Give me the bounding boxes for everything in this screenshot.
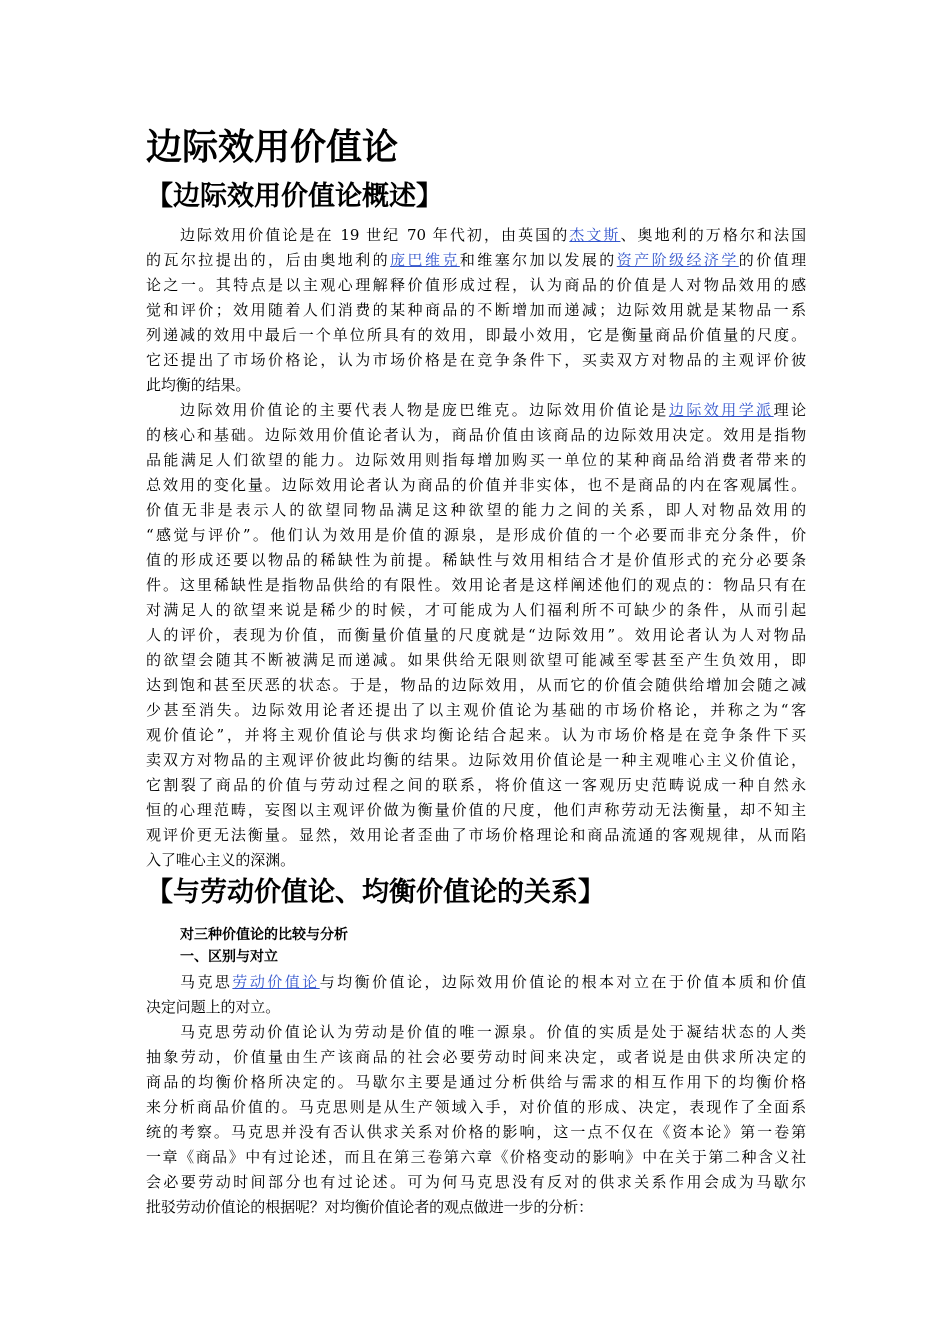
- section-heading-overview: 【边际效用价值论概述】: [146, 181, 443, 212]
- text-line: 来分析商品价值的。马克思则是从生产领域入手，对价值的形成、决定，表现作了全面系: [146, 1098, 806, 1116]
- text-line: 价值无非是表示人的欲望同物品满足这种欲望的能力之间的关系，即人对物品效用的: [146, 501, 806, 519]
- link-labor-theory[interactable]: 劳动价值论: [232, 973, 320, 991]
- paragraph-overview-2: [146, 398, 806, 873]
- text-line: 件。这里稀缺性是指物品供给的有限性。效用论者是这样阐述他们的观点的：物品只有在: [146, 576, 806, 594]
- text-line: 总效用的变化量。边际效用论者认为商品的价值并非实体，也不是商品的内在客观属性。: [146, 476, 806, 494]
- text-line: 它割裂了商品的价值与劳动过程之间的联系，将价值这一客观历史范畴说成一种自然永: [146, 776, 806, 794]
- text-line: 的核心和基础。边际效用价值论者认为，商品价值由该商品的边际效用决定。效用是指物: [146, 426, 806, 444]
- text-line: 统的考察。马克思并没有否认供求关系对价格的影响，这一点不仅在《资本论》第一卷第: [146, 1123, 806, 1141]
- text-line: 一章《商品》中有过论述，而且在第三卷第六章《价格变动的影响》中在关于第二种含义社: [146, 1148, 806, 1166]
- text-line: 抽象劳动，价值量由生产该商品的社会必要劳动时间来决定，或者说是由供求所决定的: [146, 1048, 806, 1066]
- text-line: 入了唯心主义的深渊。: [146, 851, 296, 869]
- link-bohm-bawerk[interactable]: 庞巴维克: [390, 251, 460, 269]
- text-line: 决定问题上的对立。: [146, 998, 281, 1016]
- text-line: 观评价更无法衡量。显然，效用论者歪曲了市场价格理论和商品流通的客观规律，从而陷: [146, 826, 806, 844]
- text-line: 的欲望会随其不断被满足而递减。如果供给无限则欲望可能减至零甚至产生负效用，即: [146, 651, 806, 669]
- text-line: 觉和评价；效用随着人们消费的某种商品的不断增加而递减；边际效用就是某物品一系: [146, 301, 806, 319]
- text-line: 它还提出了市场价格论，认为市场价格是在竞争条件下，买卖双方对物品的主观评价彼: [146, 351, 806, 369]
- link-bourgeois-economics[interactable]: 资产阶级经济学: [616, 251, 739, 269]
- text-line: 人的评价，表现为价值，而衡量价值量的尺度就是“边际效用”。效用论者认为人对物品: [146, 626, 806, 644]
- link-marginal-utility-school[interactable]: 边际效用学派: [668, 401, 774, 419]
- page-title: 边际效用价值论: [146, 127, 399, 168]
- text-line: 此均衡的结果。: [146, 376, 251, 394]
- text-line: 列递减的效用中最后一个单位所具有的效用，即最小效用，它是衡量商品价值量的尺度。: [146, 326, 806, 344]
- text-line: 边际效用价值论的主要代表人物是庞巴维克。边际效用价值论是边际效用学派理论: [180, 401, 806, 419]
- text-line: 会必要劳动时间部分也有过论述。可为何马克思没有反对的供求关系作用会成为马歇尔: [146, 1173, 806, 1191]
- text-line: 马克思劳动价值论与均衡价值论，边际效用价值论的根本对立在于价值本质和价值: [180, 973, 806, 991]
- text-line: 值的形成还要以物品的稀缺性为前提。稀缺性与效用相结合才是价值形式的充分必要条: [146, 551, 806, 569]
- subheading-difference: 一、区别与对立: [180, 949, 278, 965]
- text-line: 边际效用价值论是在 19 世纪 70 年代初，由英国的杰文斯、奥地利的万格尔和法国: [180, 226, 806, 244]
- text-line: 品能满足人们欲望的能力。边际效用则指每增加购买一单位的某种商品给消费者带来的: [146, 451, 806, 469]
- text-line: 对满足人的欲望来说是稀少的时候，才可能成为人们福利所不可缺少的条件，从而引起: [146, 601, 806, 619]
- paragraph-relations-2: [146, 1020, 806, 1220]
- text-line: 的瓦尔拉提出的，后由奥地利的庞巴维克和维塞尔加以发展的资产阶级经济学的价值理: [146, 251, 806, 269]
- text-line: 论之一。其特点是以主观心理解释价值形成过程，认为商品的价值是人对物品效用的感: [146, 276, 806, 294]
- text-line: 观价值论”，并将主观价值论与供求均衡论结合起来。认为市场价格是在竞争条件下买: [146, 726, 806, 744]
- text-line: 恒的心理范畴，妄图以主观评价做为衡量价值的尺度，他们声称劳动无法衡量，却不知主: [146, 801, 806, 819]
- section-heading-relations: 【与劳动价值论、均衡价值论的关系】: [146, 877, 605, 908]
- text-line: 马克思劳动价值论认为劳动是价值的唯一源泉。价值的实质是处于凝结状态的人类: [180, 1023, 806, 1041]
- paragraph-overview-1: [146, 223, 806, 398]
- text-line: 卖双方对物品的主观评价彼此均衡的结果。边际效用价值论是一种主观唯心主义价值论，: [146, 751, 806, 769]
- link-jevons[interactable]: 杰文斯: [569, 226, 621, 244]
- subheading-comparison: 对三种价值论的比较与分析: [180, 927, 348, 943]
- text-line: 达到饱和甚至厌恶的状态。于是，物品的边际效用，从而它的价值会随供给增加会随之减: [146, 676, 806, 694]
- text-line: 商品的均衡价格所决定的。马歇尔主要是通过分析供给与需求的相互作用下的均衡价格: [146, 1073, 806, 1091]
- paragraph-relations-1: [146, 970, 806, 1020]
- text-line: 少甚至消失。边际效用论者还提出了以主观价值论为基础的市场价格论，并称之为“客: [146, 701, 806, 719]
- text-line: “感觉与评价”。他们认为效用是价值的源泉，是形成价值的一个必要而非充分条件，价: [146, 526, 806, 544]
- text-line: 批驳劳动价值论的根据呢？对均衡价值论者的观点做进一步的分析：: [146, 1198, 594, 1216]
